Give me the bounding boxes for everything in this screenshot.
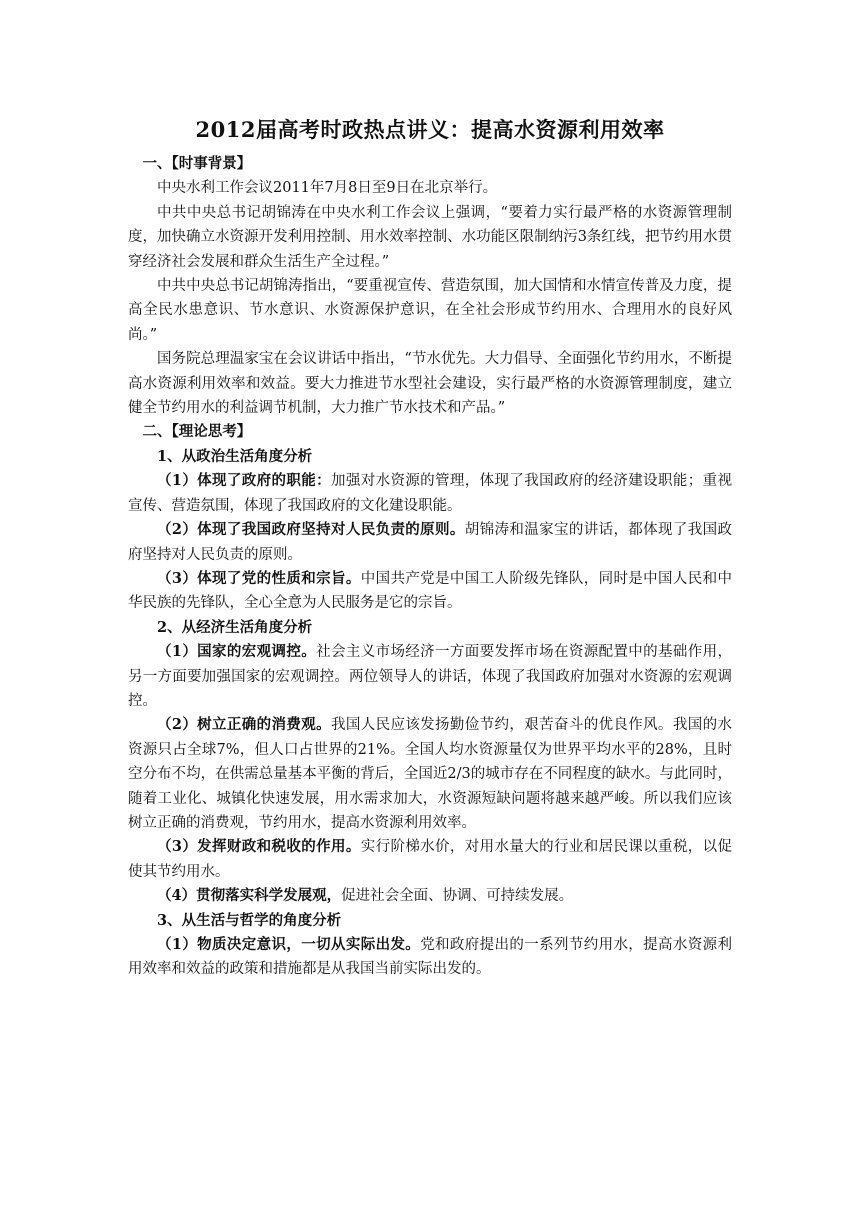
document-body: [128, 148, 732, 982]
point-paragraph: [128, 835, 732, 884]
background-paragraph-1: 中央水利工作会议2011年7月8日至9日在北京举行。: [157, 180, 498, 197]
point-paragraph: [128, 518, 732, 567]
point-text: 社会主义市场经济一方面要发挥市场在资源配置中的基础作用，另一方面要加强国家的宏观调控。两位领导人的讲话，体现了我国政府加强对水资源的宏观调控。: [128, 644, 733, 709]
point-text: 胡锦涛和温家宝的讲话，都体现了我国政府坚持对人民负责的原则。: [128, 522, 733, 563]
point-text: 实行阶梯水价，对用水量大的行业和居民课以重税，以促使其节约用水。: [128, 839, 732, 880]
background-paragraph-3: 中共中央总书记胡锦涛指出，“要重视宣传、营造氛围，加大国情和水情宣传普及力度，提高全民水患意识、节水意识、水资源保护意识，在全社会形成节约用水、合理用水的良好风尚。”: [128, 278, 732, 343]
point-text: 促进社会全面、协调、可持续发展。: [341, 888, 574, 905]
point-text: 我国人民应该发扬勤俭节约，艰苦奋斗的优良作风。我国的水资源只占全球7%，但人口占世界的21%。全国人均水资源量仅为世界平均水平的28%，且时空分布不均，在供需总量基本平衡的背后，全国近2/3的城市存在不同程度的缺水。与此同时，随着工业化、城镇化快速发展，用水需求加大，水资源短缺问题将越来越严峻。所以我们应该树立正确的消费观，节约用水，提高水资源利用效率。: [128, 717, 732, 831]
point-paragraph: [128, 713, 732, 835]
subheading-philosophy: 3、从生活与哲学的角度分析: [157, 911, 342, 929]
point-text: 中国共产党是中国工人阶级先锋队，同时是中国人民和中华民族的先锋队，全心全意为人民服务是它的宗旨。: [128, 570, 732, 612]
point-lead: （3）发挥财政和税收的作用。: [157, 838, 361, 856]
point-lead: （1）体现了政府的职能：: [157, 472, 331, 490]
point-text: 党和政府提出的一系列节约用水，提高水资源利用效率和效益的政策和措施都是从我国当前实际出发的。: [128, 937, 733, 978]
background-paragraph-4: 国务院总理温家宝在会议讲话中指出，“节水优先。大力倡导、全面强化节约用水，不断提高水资源利用效率和效益。要大力推进节水型社会建设，实行最严格的水资源管理制度，建立健全节约用水的利益调节机制，大力推广节水技术和产品。”: [128, 351, 732, 417]
point-paragraph: [128, 469, 732, 518]
subheading-economic: 2、从经济生活角度分析: [157, 618, 313, 636]
point-lead: （4）贯彻落实科学发展观，: [157, 887, 342, 905]
point-lead: （2）树立正确的消费观。: [157, 716, 331, 734]
point-text: 加强对水资源的管理，体现了我国政府的经济建设职能；重视宣传、营造氛围，体现了我国政府的文化建设职能。: [128, 473, 732, 514]
subheading-political: 1、从政治生活角度分析: [157, 447, 313, 465]
section-heading-theory: 二、【理论思考】: [142, 423, 252, 441]
point-paragraph: [128, 567, 732, 616]
point-lead: （1）物质决定意识，一切从实际出发。: [157, 936, 421, 953]
point-paragraph: [128, 884, 732, 908]
point-lead: （1）国家的宏观调控。: [157, 643, 317, 661]
point-paragraph: [128, 640, 732, 713]
background-paragraph-2: 中共中央总书记胡锦涛在中央水利工作会议上强调，“要着力实行最严格的水资源管理制度，加快确立水资源开发利用控制、用水效率控制、水功能区限制纳污3条红线，把节约用水贯穿经济社会发展和群众生活生产全过程。”: [128, 204, 732, 270]
point-lead: （3）体现了党的性质和宗旨。: [157, 569, 361, 587]
document-title: 2012届高考时政热点讲义：提高水资源利用效率: [195, 117, 665, 142]
point-paragraph: [128, 933, 732, 982]
point-lead: （2）体现了我国政府坚持对人民负责的原则。: [157, 521, 465, 539]
section-heading-background: 一、【时事背景】: [142, 155, 252, 172]
